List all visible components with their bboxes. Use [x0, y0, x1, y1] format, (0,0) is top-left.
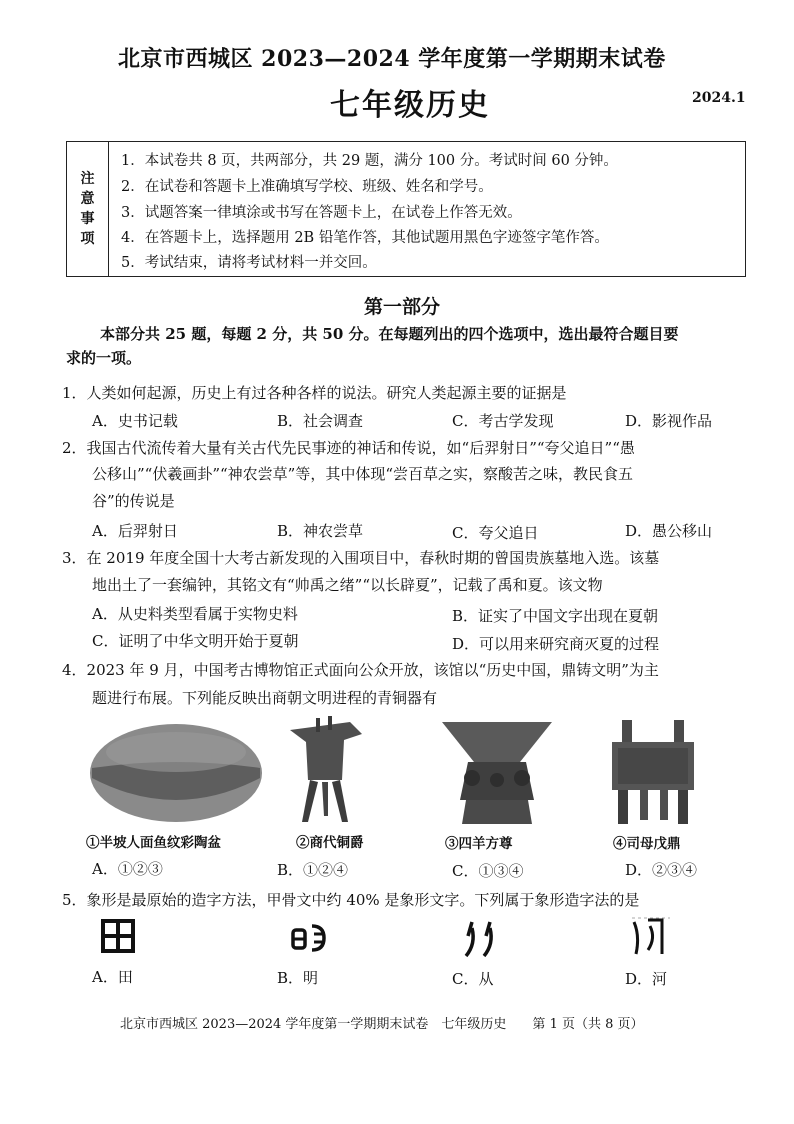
- q5-option-d: D．河: [625, 970, 668, 988]
- q1-option-b: B．社会调查: [277, 412, 364, 430]
- q3-option-a: A．从史料类型看属于实物史料: [92, 605, 298, 623]
- question-2-stem-cont: 谷”的传说是: [92, 492, 175, 510]
- q5-option-a: A．田: [92, 968, 133, 986]
- question-2-stem-cont: 公移山”“伏羲画卦”“神农尝草”等，其中体现“尝百草之实，察酸苦之味，教民食五: [92, 465, 634, 483]
- exam-date: 2024.1: [692, 90, 746, 106]
- page-footer: 北京市西城区 2023—2024 学年度第一学期期末试卷 七年级历史 第 1 页（共 8 页）: [120, 1017, 644, 1032]
- oracle-glyph-cong: [464, 918, 500, 958]
- q2-option-a: A．后羿射日: [92, 522, 178, 540]
- notice-item: 1．本试卷共 8 页，共两部分，共 29 题，满分 100 分。考试时间 60 分钟。: [121, 153, 618, 169]
- oracle-glyph-ming: [290, 922, 328, 954]
- notice-item: 2．在试卷和答题卡上准确填写学校、班级、姓名和学号。: [121, 179, 493, 195]
- notice-box: [66, 141, 746, 277]
- four-ram-zun-image: [440, 718, 554, 826]
- part-intro: 本部分共 25 题，每题 2 分，共 50 分。在每题列出的四个选项中，选出最符合题目要: [100, 325, 679, 343]
- image-caption: ①半坡人面鱼纹彩陶盆: [86, 835, 221, 851]
- part-intro-cont: 求的一项。: [66, 349, 142, 367]
- image-caption: ④司母戊鼎: [613, 836, 681, 852]
- notice-heading-char: 事: [80, 211, 95, 227]
- subject-title: 七年级历史: [330, 88, 490, 123]
- q2-option-b: B．神农尝草: [277, 522, 364, 540]
- image-caption: ②商代铜爵: [296, 835, 364, 851]
- q5-option-c: C．从: [452, 970, 494, 988]
- notice-heading-char: 意: [80, 191, 95, 207]
- q3-option-d: D．可以用来研究商灭夏的过程: [452, 635, 660, 653]
- bronze-jue-image: [286, 716, 366, 826]
- q1-option-c: C．考古学发现: [452, 412, 554, 430]
- notice-heading-char: 项: [80, 231, 95, 247]
- q4-option-c: C．①③④: [452, 862, 524, 880]
- q1-option-a: A．史书记载: [92, 412, 178, 430]
- q2-option-d: D．愚公移山: [625, 522, 713, 540]
- q4-option-b: B．①②④: [277, 861, 349, 879]
- question-2-stem: 2．我国古代流传着大量有关古代先民事迹的神话和传说，如“后羿射日”“夸父追日”“愚: [62, 439, 635, 457]
- pottery-basin-image: [88, 722, 264, 824]
- notice-heading-char: 注: [80, 171, 95, 187]
- simuwu-ding-image: [604, 718, 702, 826]
- notice-heading: [67, 142, 109, 276]
- notice-item: 5．考试结束，请将考试材料一并交回。: [121, 255, 377, 271]
- question-1-stem: 1．人类如何起源，历史上有过各种各样的说法。研究人类起源主要的证据是: [62, 384, 567, 402]
- q5-option-b: B．明: [277, 969, 319, 987]
- q3-option-c: C．证明了中华文明开始于夏朝: [92, 632, 299, 650]
- q4-option-a: A．①②③: [92, 860, 163, 878]
- notice-item: 3．试题答案一律填涂或书写在答题卡上，在试卷上作答无效。: [121, 205, 522, 221]
- notice-item: 4．在答题卡上，选择题用 2B 铅笔作答，其他试题用黑色字迹签字笔作答。: [121, 230, 609, 246]
- question-5-stem: 5．象形是最原始的造字方法，甲骨文中约 40% 是象形文字。下列属于象形造字法的是: [62, 891, 640, 909]
- exam-title: 北京市西城区 2023—2024 学年度第一学期期末试卷: [118, 46, 666, 72]
- part-title: 第一部分: [364, 296, 441, 318]
- q2-option-c: C．夸父追日: [452, 524, 539, 542]
- oracle-glyph-tian: [100, 918, 136, 954]
- question-4-stem: 4．2023 年 9 月，中国考古博物馆正式面向公众开放，该馆以“历史中国，鼎铸文明”为主: [62, 661, 659, 679]
- question-4-stem-cont: 题进行布展。下列能反映出商朝文明进程的青铜器有: [92, 689, 438, 707]
- q3-option-b: B．证实了中国文字出现在夏朝: [452, 607, 659, 625]
- q1-option-d: D．影视作品: [625, 412, 713, 430]
- q4-option-d: D．②③④: [625, 861, 698, 879]
- question-3-stem: 3．在 2019 年度全国十大考古新发现的入围项目中，春秋时期的曾国贵族墓地入选。该墓: [62, 549, 660, 567]
- question-3-stem-cont: 地出土了一套编钟，其铭文有“帅禹之绪”“以长辟夏”，记载了禹和夏。该文物: [92, 576, 603, 594]
- image-caption: ③四羊方尊: [445, 836, 513, 852]
- oracle-glyph-he: [630, 916, 676, 958]
